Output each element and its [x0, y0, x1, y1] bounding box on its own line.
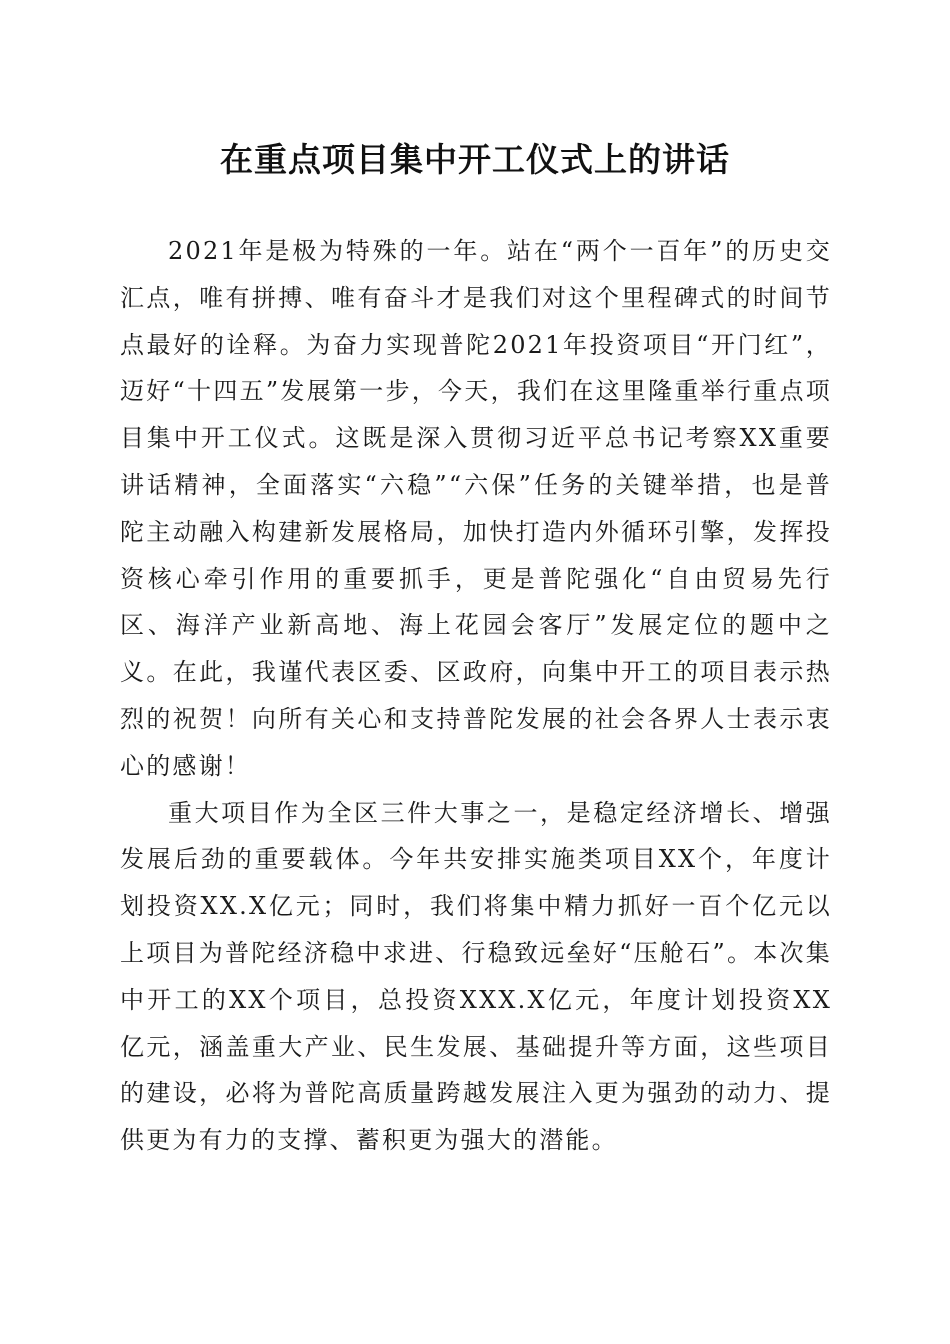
document-body [120, 228, 832, 1164]
paragraph-2: 重大项目作为全区三件大事之一，是稳定经济增长、增强发展后劲的重要载体。今年共安排实施类项目XX个，年度计划投资XX.X亿元；同时，我们将集中精力抓好一百个亿元以上项目为普陀经济稳中求进、行稳致远垒好“压舱石”。本次集中开工的XX个项目，总投资XXX.X亿元，年度计划投资XX亿元，涵盖重大产业、民生发展、基础提升等方面，这些项目的建设，必将为普陀高质量跨越发展注入更为强劲的动力、提供更为有力的支撑、蓄积更为强大的潜能。 [120, 798, 832, 1155]
paragraph-1: 2021年是极为特殊的一年。站在“两个一百年”的历史交汇点，唯有拼搏、唯有奋斗才是我们对这个里程碑式的时间节点最好的诠释。为奋力实现普陀2021年投资项目“开门红”，迈好“十四五”发展第一步，今天，我们在这里隆重举行重点项目集中开工仪式。这既是深入贯彻习近平总书记考察XX重要讲话精神，全面落实“六稳”“六保”任务的关键举措，也是普陀主动融入构建新发展格局，加快打造内外循环引擎，发挥投资核心牵引作用的重要抓手，更是普陀强化“自由贸易先行区、海洋产业新高地、海上花园会客厅”发展定位的题中之义。在此，我谨代表区委、区政府，向集中开工的项目表示热烈的祝贺！向所有关心和支持普陀发展的社会各界人士表示衷心的感谢！ [120, 237, 832, 780]
document-title: 在重点项目集中开工仪式上的讲话 [220, 140, 730, 179]
